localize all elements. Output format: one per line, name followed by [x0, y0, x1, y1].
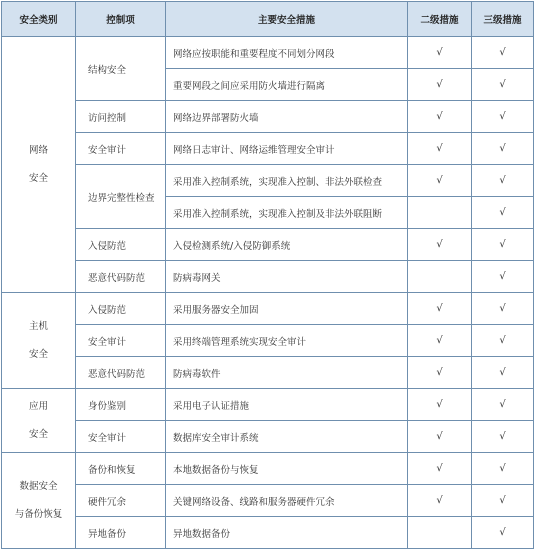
table-row — [2, 165, 534, 197]
security-measures-table — [1, 1, 534, 549]
measure-cell: 防病毒软件 — [166, 357, 408, 389]
table-row — [2, 517, 534, 549]
measure-cell: 采用服务器安全加固 — [166, 293, 408, 325]
category-label-line: 安全 — [28, 348, 48, 360]
level3-check-cell: √ — [472, 485, 534, 517]
header-category: 安全类别 — [2, 2, 76, 37]
header-measures: 主要安全措施 — [166, 2, 408, 37]
level3-check-cell: √ — [472, 101, 534, 133]
control-item-cell: 入侵防范 — [76, 293, 166, 325]
table-row — [2, 229, 534, 261]
level2-check-cell: √ — [408, 101, 472, 133]
control-item-cell: 硬件冗余 — [76, 485, 166, 517]
measure-cell: 网络日志审计、网络运维管理安全审计 — [166, 133, 408, 165]
measure-cell: 网络边界部署防火墙 — [166, 101, 408, 133]
measure-cell: 网络应按职能和重要程度不同划分网段 — [166, 37, 408, 69]
level2-check-cell: √ — [408, 485, 472, 517]
table-row — [2, 261, 534, 293]
category-cell — [2, 453, 76, 549]
level3-check-cell: √ — [472, 453, 534, 485]
category-cell — [2, 37, 76, 293]
table-row — [2, 453, 534, 485]
level2-check-cell: √ — [408, 453, 472, 485]
level2-check-cell: √ — [408, 357, 472, 389]
control-item-cell: 恶意代码防范 — [76, 357, 166, 389]
level3-check-cell: √ — [472, 325, 534, 357]
header-control: 控制项 — [76, 2, 166, 37]
table-row — [2, 485, 534, 517]
measure-cell: 采用准入控制系统，实现准入控制、非法外联检查 — [166, 165, 408, 197]
table-row — [2, 421, 534, 453]
category-label-line: 主机 — [28, 320, 48, 332]
control-item-cell: 边界完整性检查 — [76, 165, 166, 229]
measure-cell: 采用终端管理系统实现安全审计 — [166, 325, 408, 357]
control-item-cell: 备份和恢复 — [76, 453, 166, 485]
level2-check-cell: √ — [408, 389, 472, 421]
level3-check-cell: √ — [472, 517, 534, 549]
table-body — [2, 37, 534, 549]
level2-check-cell: √ — [408, 133, 472, 165]
header-level3: 三级措施 — [472, 2, 534, 37]
control-item-cell: 安全审计 — [76, 133, 166, 165]
level3-check-cell: √ — [472, 197, 534, 229]
table-row — [2, 293, 534, 325]
measure-cell: 采用电子认证措施 — [166, 389, 408, 421]
category-label-line: 安全 — [28, 172, 48, 184]
level3-check-cell: √ — [472, 165, 534, 197]
level3-check-cell: √ — [472, 261, 534, 293]
measure-cell: 防病毒网关 — [166, 261, 408, 293]
level2-check-cell: √ — [408, 421, 472, 453]
level3-check-cell: √ — [472, 293, 534, 325]
category-label-line: 与备份恢复 — [14, 508, 63, 520]
measure-cell: 异地数据备份 — [166, 517, 408, 549]
control-item-cell: 安全审计 — [76, 325, 166, 357]
category-label-line: 安全 — [28, 428, 48, 440]
category-label-line: 网络 — [28, 144, 48, 156]
level3-check-cell: √ — [472, 69, 534, 101]
level2-check-cell — [408, 197, 472, 229]
table-row — [2, 357, 534, 389]
control-item-cell: 访问控制 — [76, 101, 166, 133]
measure-cell: 重要网段之间应采用防火墙进行隔离 — [166, 69, 408, 101]
level2-check-cell: √ — [408, 325, 472, 357]
category-cell — [2, 293, 76, 389]
measure-cell: 本地数据备份与恢复 — [166, 453, 408, 485]
category-cell — [2, 389, 76, 453]
table-row — [2, 133, 534, 165]
level3-check-cell: √ — [472, 389, 534, 421]
level2-check-cell: √ — [408, 229, 472, 261]
control-item-cell: 身份鉴别 — [76, 389, 166, 421]
control-item-cell: 恶意代码防范 — [76, 261, 166, 293]
level2-check-cell: √ — [408, 37, 472, 69]
category-label-line: 应用 — [28, 400, 48, 412]
measure-cell: 数据库安全审计系统 — [166, 421, 408, 453]
level2-check-cell: √ — [408, 293, 472, 325]
control-item-cell: 异地备份 — [76, 517, 166, 549]
table-row — [2, 389, 534, 421]
level2-check-cell: √ — [408, 165, 472, 197]
level2-check-cell — [408, 261, 472, 293]
level2-check-cell: √ — [408, 69, 472, 101]
level3-check-cell: √ — [472, 37, 534, 69]
level3-check-cell: √ — [472, 229, 534, 261]
table-row — [2, 101, 534, 133]
level3-check-cell: √ — [472, 421, 534, 453]
measure-cell: 采用准入控制系统，实现准入控制及非法外联阻断 — [166, 197, 408, 229]
table-row — [2, 325, 534, 357]
security-measures-table-container — [1, 1, 534, 549]
control-item-cell: 安全审计 — [76, 421, 166, 453]
table-header-row — [2, 2, 534, 37]
level2-check-cell — [408, 517, 472, 549]
category-label-line: 数据安全 — [19, 480, 58, 492]
control-item-cell: 结构安全 — [76, 37, 166, 101]
level3-check-cell: √ — [472, 357, 534, 389]
header-level2: 二级措施 — [408, 2, 472, 37]
control-item-cell: 入侵防范 — [76, 229, 166, 261]
table-row — [2, 37, 534, 69]
measure-cell: 关键网络设备、线路和服务器硬件冗余 — [166, 485, 408, 517]
level3-check-cell: √ — [472, 133, 534, 165]
measure-cell: 入侵检测系统/入侵防御系统 — [166, 229, 408, 261]
